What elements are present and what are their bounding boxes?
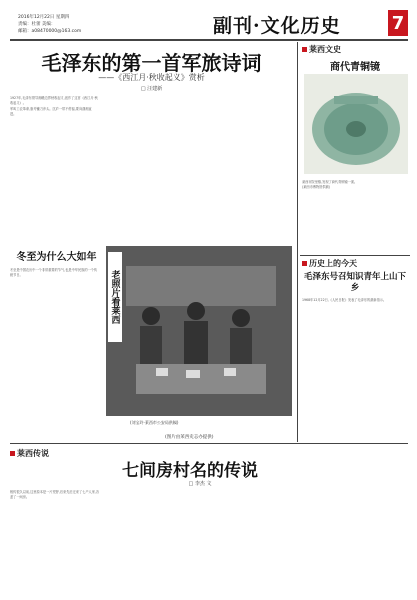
masthead-rule	[10, 39, 408, 41]
bottom-section-rule	[10, 443, 408, 444]
photo-caption-box	[108, 252, 122, 342]
page-number: 7	[391, 12, 405, 34]
sidebar-top-caption-line: 莱西市院里镇,发现了商代青铜镜一面。	[302, 180, 358, 184]
photo-figures	[106, 246, 292, 416]
bottom-article	[10, 446, 410, 596]
bottom-body-col-3	[210, 490, 302, 594]
photo-credit: (图片由莱西史志办提供)	[165, 435, 214, 440]
sidebar-top	[300, 42, 410, 252]
old-photo	[106, 246, 292, 416]
main-article	[10, 42, 293, 244]
sidebar-history-tag-label: 历史上的今天	[309, 259, 357, 268]
sidebar-history-tag	[302, 258, 357, 269]
main-body-col-1	[10, 96, 98, 242]
photo-caption-title: 老照片看莱西	[109, 270, 120, 324]
masthead	[18, 10, 408, 40]
mid-headline: 冬至为什么大如年	[16, 252, 97, 263]
page-number-box	[388, 10, 408, 36]
bottom-headline: 七间房村名的传说	[122, 461, 258, 481]
sidebar-history-headline: 毛泽东号召知识青年上山下乡	[303, 272, 406, 293]
main-body-col-2	[106, 96, 194, 242]
section-marker-icon	[10, 451, 15, 456]
editor-line: 责编：杜蕾 美编：	[18, 22, 56, 27]
sidebar-history-body-para: 1968年12月22日,《人民日报》发表了毛泽东的最新指示。	[302, 298, 387, 302]
section-title: 副刊·文化历史	[213, 15, 341, 37]
bottom-body-col-1	[10, 490, 102, 594]
main-body-para: 1927年,毛泽东领导湘赣边界秋收起义,创作了这首《西江月·秋收起义》。	[10, 96, 98, 105]
date-line: 2016年12月22日 星期四	[18, 15, 70, 20]
main-byline: □ 汪建新	[140, 86, 163, 92]
bottom-tag-label: 莱西传说	[17, 449, 49, 458]
column-separator	[297, 42, 298, 442]
mid-body-para: 冬至是中国农历中一个非常重要的节气,也是中华民族的一个传统节日。	[10, 268, 98, 277]
sidebar-top-title: 商代青铜镜	[330, 62, 380, 73]
sidebar-history	[300, 258, 410, 438]
bronze-mirror-shape	[304, 74, 408, 174]
sidebar-divider	[300, 255, 410, 256]
sidebar-history-body	[302, 298, 408, 436]
bottom-byline: □ 李杰 文	[188, 481, 212, 487]
sidebar-top-caption	[302, 180, 408, 240]
bottom-body-para: 相传很久以前,这里原本是一片荒野,后来先后迁来了七户人家,各盖了一间房。	[10, 490, 100, 499]
main-body-para: 军叫工农革命,旗号镰刀斧头。匡庐一带不停留,要向潇湘直进。	[10, 107, 92, 116]
sidebar-top-tag	[302, 44, 341, 55]
mid-article	[10, 248, 103, 428]
sidebar-top-tag-label: 莱西文史	[309, 45, 341, 54]
section-marker-icon	[302, 47, 307, 52]
sidebar-top-caption-line: (莱西市博物馆供稿)	[302, 184, 330, 189]
bottom-body-col-4	[310, 490, 406, 594]
bronze-mirror-image	[304, 74, 408, 174]
main-headline: 毛泽东的第一首军旅诗词	[41, 51, 262, 75]
email-line: 邮箱：a08470000@163.com	[18, 29, 82, 34]
photo-caption-sub: (刘宝玲·莱西市公安局供稿)	[130, 420, 179, 425]
bottom-body-col-2	[110, 490, 202, 594]
section-marker-icon	[302, 261, 307, 266]
main-subhead: ——《西江月·秋收起义》赏析	[98, 73, 205, 82]
bottom-tag	[10, 448, 49, 459]
mid-body	[10, 268, 100, 426]
main-body-col-3	[202, 96, 290, 242]
